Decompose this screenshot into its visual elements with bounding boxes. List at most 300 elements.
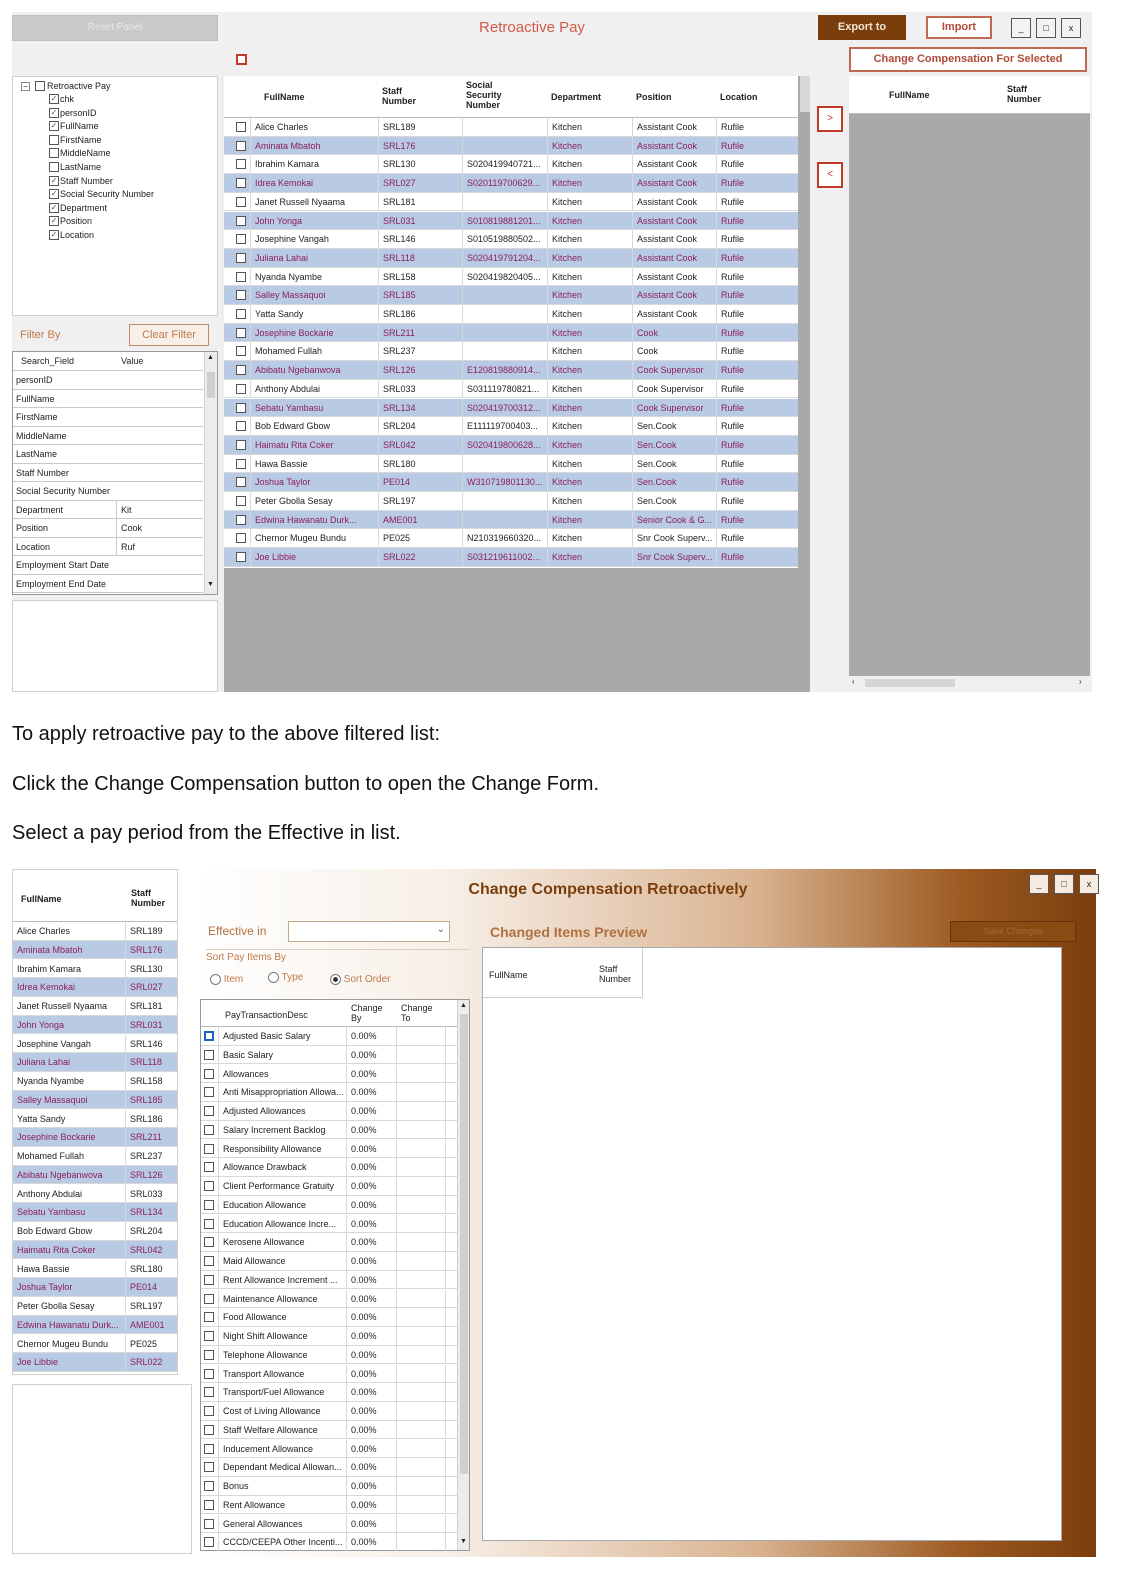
panel-minimize-button[interactable]: _ (1029, 874, 1049, 894)
list-staff: SRL237 (125, 1147, 177, 1165)
cell-ssn: S020419800628... (462, 436, 547, 454)
close-button[interactable]: x (1061, 18, 1081, 38)
cell-staff: SRL180 (378, 455, 462, 473)
pay-item-change-to[interactable] (396, 1402, 446, 1420)
pay-item-checkbox[interactable] (204, 1312, 214, 1322)
pay-item-checkbox[interactable] (204, 1519, 214, 1529)
list-staff: SRL031 (125, 1016, 177, 1034)
filter-row[interactable] (13, 501, 203, 520)
move-left-button[interactable]: < (817, 162, 843, 188)
table-row[interactable] (224, 342, 798, 361)
list-item[interactable] (13, 978, 177, 997)
tree-checkbox[interactable] (49, 148, 59, 158)
clear-filter-button[interactable]: Clear Filter (129, 324, 209, 346)
pay-item-row[interactable] (201, 1290, 457, 1309)
panel-close-button[interactable]: x (1079, 874, 1099, 894)
list-item[interactable] (13, 1091, 177, 1110)
row-checkbox[interactable] (236, 290, 246, 300)
list-item[interactable] (13, 922, 177, 941)
col-position[interactable]: Position (636, 92, 672, 102)
list-item[interactable] (13, 1316, 177, 1335)
filter-row[interactable] (13, 408, 203, 427)
pay-item-row[interactable] (201, 1365, 457, 1384)
pay-item-row[interactable] (201, 1458, 457, 1477)
pay-item-checkbox[interactable] (204, 1050, 214, 1060)
cell-dept: Kitchen (547, 305, 632, 323)
select-all-checkbox[interactable] (236, 54, 247, 65)
row-checkbox[interactable] (236, 309, 246, 319)
pay-scrollbar[interactable]: ▲ ▼ (457, 1000, 469, 1550)
cell-staff: SRL134 (378, 399, 462, 417)
tree-item-label: MiddleName (60, 148, 111, 159)
pay-item-change-by[interactable]: 0.00% (346, 1383, 396, 1401)
table-row[interactable] (224, 193, 798, 212)
pay-item-change-to[interactable] (396, 1196, 446, 1214)
pay-item-desc: Anti Misappropriation Allowa... (218, 1083, 346, 1101)
list-item[interactable] (13, 1185, 177, 1204)
pay-item-row[interactable] (201, 1496, 457, 1515)
pay-item-checkbox[interactable] (204, 1369, 214, 1379)
pay-item-checkbox[interactable] (204, 1444, 214, 1454)
pay-item-change-by[interactable]: 0.00% (346, 1308, 396, 1326)
row-checkbox[interactable] (236, 533, 246, 543)
list-fullname: Hawa Bassie (17, 1263, 70, 1274)
pay-col-change-to[interactable]: Change To (401, 1003, 433, 1023)
sort-item-radio[interactable]: Item (210, 974, 243, 985)
filter-field: Position (16, 523, 49, 533)
pay-item-row[interactable] (201, 1252, 457, 1271)
pay-item-checkbox[interactable] (204, 1106, 214, 1116)
list-item[interactable] (13, 1035, 177, 1054)
pay-item-row[interactable] (201, 1027, 457, 1046)
list-item[interactable] (13, 1128, 177, 1147)
filter-value[interactable]: Kit (116, 501, 203, 519)
filter-row[interactable] (13, 556, 203, 575)
pay-item-checkbox[interactable] (204, 1219, 214, 1229)
pay-item-change-by[interactable]: 0.00% (346, 1477, 396, 1495)
row-checkbox[interactable] (236, 384, 246, 394)
export-button[interactable]: Export to (818, 15, 906, 40)
pay-item-change-to[interactable] (396, 1440, 446, 1458)
pay-item-change-to[interactable] (396, 1065, 446, 1083)
pay-item-change-to[interactable] (396, 1515, 446, 1533)
cell-staff: SRL146 (378, 230, 462, 248)
row-checkbox[interactable] (236, 216, 246, 226)
pay-item-change-by[interactable]: 0.00% (346, 1252, 396, 1270)
pay-item-row[interactable] (201, 1383, 457, 1402)
pay-item-change-by[interactable]: 0.00% (346, 1365, 396, 1383)
minimize-button[interactable]: _ (1011, 18, 1031, 38)
cell-name: Janet Russell Nyaama (250, 193, 378, 211)
filter-value[interactable]: Cook (116, 519, 203, 537)
pay-item-desc: CCCD/CEEPA Other Incenti... (218, 1533, 346, 1551)
row-checkbox[interactable] (236, 459, 246, 469)
pay-item-change-by[interactable]: 0.00% (346, 1271, 396, 1289)
pay-item-checkbox[interactable] (204, 1406, 214, 1416)
pay-item-change-to[interactable] (396, 1458, 446, 1476)
col-department[interactable]: Department (551, 92, 602, 102)
pay-item-change-to[interactable] (396, 1271, 446, 1289)
list-item[interactable] (13, 960, 177, 979)
pay-item-checkbox[interactable] (204, 1331, 214, 1341)
pay-item-row[interactable] (201, 1515, 457, 1534)
table-row[interactable] (224, 155, 798, 174)
pay-item-checkbox[interactable] (204, 1200, 214, 1210)
cell-staff: SRL237 (378, 342, 462, 360)
filter-table (12, 351, 218, 595)
pay-item-row[interactable] (201, 1177, 457, 1196)
pay-item-change-to[interactable] (396, 1140, 446, 1158)
preview-col-staff[interactable]: Staff Number (599, 964, 632, 984)
row-checkbox[interactable] (236, 403, 246, 413)
pay-item-change-by[interactable]: 0.00% (346, 1140, 396, 1158)
pay-item-row[interactable] (201, 1346, 457, 1365)
row-checkbox[interactable] (236, 328, 246, 338)
list-item[interactable] (13, 1016, 177, 1035)
table-row[interactable] (224, 230, 798, 249)
preview-col-fullname[interactable]: FullName (489, 970, 528, 980)
list-item[interactable] (13, 1203, 177, 1222)
tree-item-label: personID (60, 107, 97, 118)
pay-item-desc: Cost of Living Allowance (218, 1402, 346, 1420)
pay-item-change-by[interactable]: 0.00% (346, 1046, 396, 1064)
list-item[interactable] (13, 1147, 177, 1166)
row-checkbox[interactable] (236, 178, 246, 188)
pay-item-change-to[interactable] (396, 1215, 446, 1233)
effective-in-select[interactable] (288, 921, 450, 942)
col-ssn[interactable]: Social Security Number (466, 80, 502, 110)
pay-item-change-to[interactable] (396, 1327, 446, 1345)
pay-item-checkbox[interactable] (204, 1387, 214, 1397)
pay-item-checkbox[interactable] (204, 1256, 214, 1266)
tree-checkbox[interactable]: ✓ (50, 94, 58, 103)
cell-ssn (462, 511, 547, 529)
pay-item-change-by[interactable]: 0.00% (346, 1533, 396, 1551)
table-row[interactable] (224, 361, 798, 380)
pay-item-checkbox[interactable] (204, 1237, 214, 1247)
pay-item-change-to[interactable] (396, 1177, 446, 1195)
col-location[interactable]: Location (720, 92, 758, 102)
pay-item-row[interactable] (201, 1046, 457, 1065)
table-row[interactable] (224, 473, 798, 492)
pay-item-desc: Basic Salary (218, 1046, 346, 1064)
cell-ssn (462, 324, 547, 342)
cell-loc: Rufile (716, 548, 798, 566)
pay-item-checkbox[interactable] (204, 1144, 214, 1154)
list-item[interactable] (13, 1353, 177, 1372)
pay-item-change-to[interactable] (396, 1252, 446, 1270)
table-row[interactable] (224, 436, 798, 455)
pay-item-row[interactable] (201, 1402, 457, 1421)
cell-loc: Rufile (716, 137, 798, 155)
pay-item-change-to[interactable] (396, 1102, 446, 1120)
pay-item-row[interactable] (201, 1440, 457, 1459)
pay-item-checkbox[interactable] (204, 1275, 214, 1285)
selected-col-staff[interactable]: Staff Number (1007, 84, 1042, 104)
cell-pos: Assistant Cook (632, 268, 716, 286)
col-fullname[interactable]: FullName (264, 92, 305, 102)
list-item[interactable] (13, 1072, 177, 1091)
filter-row[interactable] (13, 575, 203, 594)
pay-item-row[interactable] (201, 1121, 457, 1140)
list-col-fullname[interactable]: FullName (21, 894, 62, 904)
filter-row[interactable] (13, 390, 203, 409)
filter-field: Staff Number (16, 467, 69, 478)
cell-name: Alice Charles (250, 118, 378, 136)
table-row[interactable] (224, 118, 798, 137)
pay-item-change-to[interactable] (396, 1290, 446, 1308)
pay-item-row[interactable] (201, 1477, 457, 1496)
selected-hscrollbar[interactable]: ‹ › (849, 676, 1090, 690)
list-staff: SRL158 (125, 1072, 177, 1090)
pay-item-change-to[interactable] (396, 1421, 446, 1439)
pay-item-row[interactable] (201, 1083, 457, 1102)
row-checkbox[interactable] (236, 253, 246, 263)
tree-checkbox[interactable]: ✓ (50, 216, 58, 226)
tree-checkbox[interactable]: ✓ (50, 107, 58, 117)
list-fullname: Anthony Abdulai (17, 1188, 83, 1199)
pay-item-checkbox[interactable] (204, 1162, 214, 1172)
list-item[interactable] (13, 997, 177, 1016)
pay-item-change-by[interactable]: 0.00% (346, 1177, 396, 1195)
import-button[interactable]: Import (926, 16, 992, 39)
table-row[interactable] (224, 324, 798, 343)
change-compensation-button[interactable]: Change Compensation For Selected (849, 47, 1087, 72)
cell-loc: Rufile (716, 473, 798, 491)
pay-item-row[interactable] (201, 1196, 457, 1215)
row-checkbox[interactable] (236, 477, 246, 487)
filter-row[interactable] (13, 464, 203, 483)
pay-item-change-by[interactable]: 0.00% (346, 1496, 396, 1514)
pay-item-change-to[interactable] (396, 1233, 446, 1251)
table-row[interactable] (224, 305, 798, 324)
filter-value[interactable]: Ruf (116, 538, 203, 556)
row-checkbox[interactable] (236, 346, 246, 356)
pay-item-row[interactable] (201, 1421, 457, 1440)
pay-item-checkbox[interactable] (204, 1350, 214, 1360)
tree-checkbox[interactable]: ✓ (50, 230, 58, 239)
table-row[interactable] (224, 249, 798, 268)
filter-row[interactable] (13, 371, 203, 390)
tree-checkbox[interactable]: ✓ (50, 121, 58, 131)
sort-order-radio[interactable]: Sort Order (330, 974, 390, 985)
cell-name: Bob Edward Gbow (250, 417, 378, 435)
filter-field: personID (16, 375, 53, 385)
tree-checkbox[interactable]: ✓ (50, 175, 58, 185)
table-row[interactable] (224, 380, 798, 399)
pay-item-change-by[interactable]: 0.00% (346, 1402, 396, 1420)
pay-item-row[interactable] (201, 1327, 457, 1346)
pay-item-change-by[interactable]: 0.00% (346, 1121, 396, 1139)
list-item[interactable] (13, 1053, 177, 1072)
pay-item-change-to[interactable] (396, 1027, 446, 1045)
pay-item-change-by[interactable]: 0.00% (346, 1421, 396, 1439)
pay-item-change-by[interactable]: 0.00% (346, 1102, 396, 1120)
pay-item-checkbox[interactable] (204, 1069, 214, 1079)
pay-item-checkbox[interactable] (204, 1087, 214, 1097)
list-item[interactable] (13, 1241, 177, 1260)
filter-row[interactable] (13, 445, 203, 464)
list-staff: SRL022 (125, 1353, 177, 1371)
list-item[interactable] (13, 1278, 177, 1297)
pay-item-change-to[interactable] (396, 1477, 446, 1495)
row-checkbox[interactable] (236, 122, 246, 132)
filter-row[interactable] (13, 519, 203, 538)
list-item[interactable] (13, 1335, 177, 1354)
pay-item-change-by[interactable]: 0.00% (346, 1440, 396, 1458)
cell-name: John Yonga (250, 212, 378, 230)
table-row[interactable] (224, 529, 798, 548)
save-changes-button[interactable]: Save Changes (950, 921, 1076, 942)
row-checkbox[interactable] (236, 197, 246, 207)
pay-item-change-by[interactable]: 0.00% (346, 1196, 396, 1214)
tree-checkbox[interactable] (49, 162, 59, 172)
pay-item-checkbox[interactable] (204, 1462, 214, 1472)
table-row[interactable] (224, 137, 798, 156)
tree-checkbox[interactable] (49, 135, 59, 145)
pay-item-checkbox[interactable] (204, 1181, 214, 1191)
list-col-staff[interactable]: Staff Number (131, 888, 166, 908)
pay-item-change-to[interactable] (396, 1365, 446, 1383)
pay-item-change-to[interactable] (396, 1121, 446, 1139)
row-checkbox[interactable] (236, 421, 246, 431)
pay-item-change-to[interactable] (396, 1383, 446, 1401)
cell-name: Hawa Bassie (250, 455, 378, 473)
table-row[interactable] (224, 399, 798, 418)
table-row[interactable] (224, 548, 798, 567)
pay-item-change-by[interactable]: 0.00% (346, 1346, 396, 1364)
row-checkbox[interactable] (236, 159, 246, 169)
reset-panel-button[interactable]: Reset Panel (12, 15, 218, 41)
filter-scrollbar[interactable]: ▲ ▼ (204, 352, 217, 594)
pay-item-checkbox[interactable] (204, 1031, 214, 1041)
row-checkbox[interactable] (236, 515, 246, 525)
pay-item-row[interactable] (201, 1271, 457, 1290)
tree-checkbox[interactable]: ✓ (50, 189, 58, 199)
row-checkbox[interactable] (236, 234, 246, 244)
row-checkbox[interactable] (236, 272, 246, 282)
pay-item-checkbox[interactable] (204, 1537, 214, 1547)
pay-item-change-by[interactable]: 0.00% (346, 1515, 396, 1533)
row-checkbox[interactable] (236, 440, 246, 450)
maximize-button[interactable]: □ (1036, 18, 1056, 38)
pay-item-row[interactable] (201, 1308, 457, 1327)
tree-checkbox[interactable]: ✓ (50, 202, 58, 212)
filter-field: Social Security Number (16, 486, 111, 496)
grid-scrollbar[interactable] (800, 76, 810, 112)
table-row[interactable] (224, 174, 798, 193)
table-row[interactable] (224, 511, 798, 530)
row-checkbox[interactable] (236, 496, 246, 506)
pay-item-checkbox[interactable] (204, 1294, 214, 1304)
pay-item-checkbox[interactable] (204, 1125, 214, 1135)
pay-item-row[interactable] (201, 1065, 457, 1084)
tree-expander-icon[interactable]: − (21, 82, 30, 91)
table-row[interactable] (224, 212, 798, 231)
cell-pos: Snr Cook Superv... (632, 548, 716, 566)
move-right-button[interactable]: > (817, 106, 843, 132)
col-staff-number[interactable]: Staff Number (382, 86, 417, 106)
pay-item-change-by[interactable]: 0.00% (346, 1065, 396, 1083)
pay-item-row[interactable] (201, 1140, 457, 1159)
list-item[interactable] (13, 1297, 177, 1316)
pay-item-change-to[interactable] (396, 1533, 446, 1551)
pay-item-change-to[interactable] (396, 1158, 446, 1176)
cell-loc: Rufile (716, 399, 798, 417)
pay-item-change-by[interactable]: 0.00% (346, 1083, 396, 1101)
row-checkbox[interactable] (236, 141, 246, 151)
pay-item-change-by[interactable]: 0.00% (346, 1233, 396, 1251)
pay-item-change-to[interactable] (396, 1308, 446, 1326)
sort-type-radio[interactable]: Type (268, 972, 303, 983)
filter-row[interactable] (13, 482, 203, 501)
row-checkbox[interactable] (236, 365, 246, 375)
cell-staff: SRL130 (378, 155, 462, 173)
pay-item-row[interactable] (201, 1233, 457, 1252)
list-item[interactable] (13, 1260, 177, 1279)
tree-item-label: Department (60, 202, 108, 213)
list-item[interactable] (13, 941, 177, 960)
pay-item-change-by[interactable]: 0.00% (346, 1290, 396, 1308)
cell-staff: AME001 (378, 511, 462, 529)
cell-name: Josephine Bockarie (250, 324, 378, 342)
pay-item-checkbox[interactable] (204, 1500, 214, 1510)
pay-item-checkbox[interactable] (204, 1481, 214, 1491)
cell-dept: Kitchen (547, 268, 632, 286)
pay-item-change-to[interactable] (396, 1496, 446, 1514)
cell-dept: Kitchen (547, 174, 632, 192)
pay-item-change-by[interactable]: 0.00% (346, 1327, 396, 1345)
pay-item-change-by[interactable]: 0.00% (346, 1215, 396, 1233)
filter-row[interactable] (13, 427, 203, 446)
selected-grid (849, 76, 1090, 676)
cell-staff: SRL181 (378, 193, 462, 211)
pay-item-desc: Adjusted Allowances (218, 1102, 346, 1120)
table-row[interactable] (224, 417, 798, 436)
pay-item-change-to[interactable] (396, 1083, 446, 1101)
list-item[interactable] (13, 1166, 177, 1185)
list-item[interactable] (13, 1110, 177, 1129)
retroactive-pay-window (12, 12, 1092, 692)
cell-dept: Kitchen (547, 155, 632, 173)
filter-row[interactable] (13, 538, 203, 557)
panel-maximize-button[interactable]: □ (1054, 874, 1074, 894)
list-staff: SRL176 (125, 941, 177, 959)
selected-col-fullname[interactable]: FullName (889, 90, 930, 100)
pay-item-change-to[interactable] (396, 1346, 446, 1364)
table-row[interactable] (224, 268, 798, 287)
pay-item-row[interactable] (201, 1102, 457, 1121)
pay-col-change-by[interactable]: Change By (351, 1003, 383, 1023)
pay-item-change-by[interactable]: 0.00% (346, 1458, 396, 1476)
pay-item-change-to[interactable] (396, 1046, 446, 1064)
row-checkbox[interactable] (236, 552, 246, 562)
table-row[interactable] (224, 455, 798, 474)
pay-item-desc: Food Allowance (218, 1308, 346, 1326)
pay-item-row[interactable] (201, 1533, 457, 1551)
pay-item-row[interactable] (201, 1215, 457, 1234)
pay-item-change-by[interactable]: 0.00% (346, 1158, 396, 1176)
list-item[interactable] (13, 1222, 177, 1241)
pay-item-change-by[interactable]: 0.00% (346, 1027, 396, 1045)
table-row[interactable] (224, 492, 798, 511)
table-row[interactable] (224, 286, 798, 305)
pay-col-desc[interactable]: PayTransactionDesc (225, 1010, 308, 1020)
pay-item-row[interactable] (201, 1158, 457, 1177)
cell-name: Haimatu Rita Coker (250, 436, 378, 454)
list-fullname: Salley Massaquoi (17, 1094, 88, 1105)
pay-item-checkbox[interactable] (204, 1425, 214, 1435)
